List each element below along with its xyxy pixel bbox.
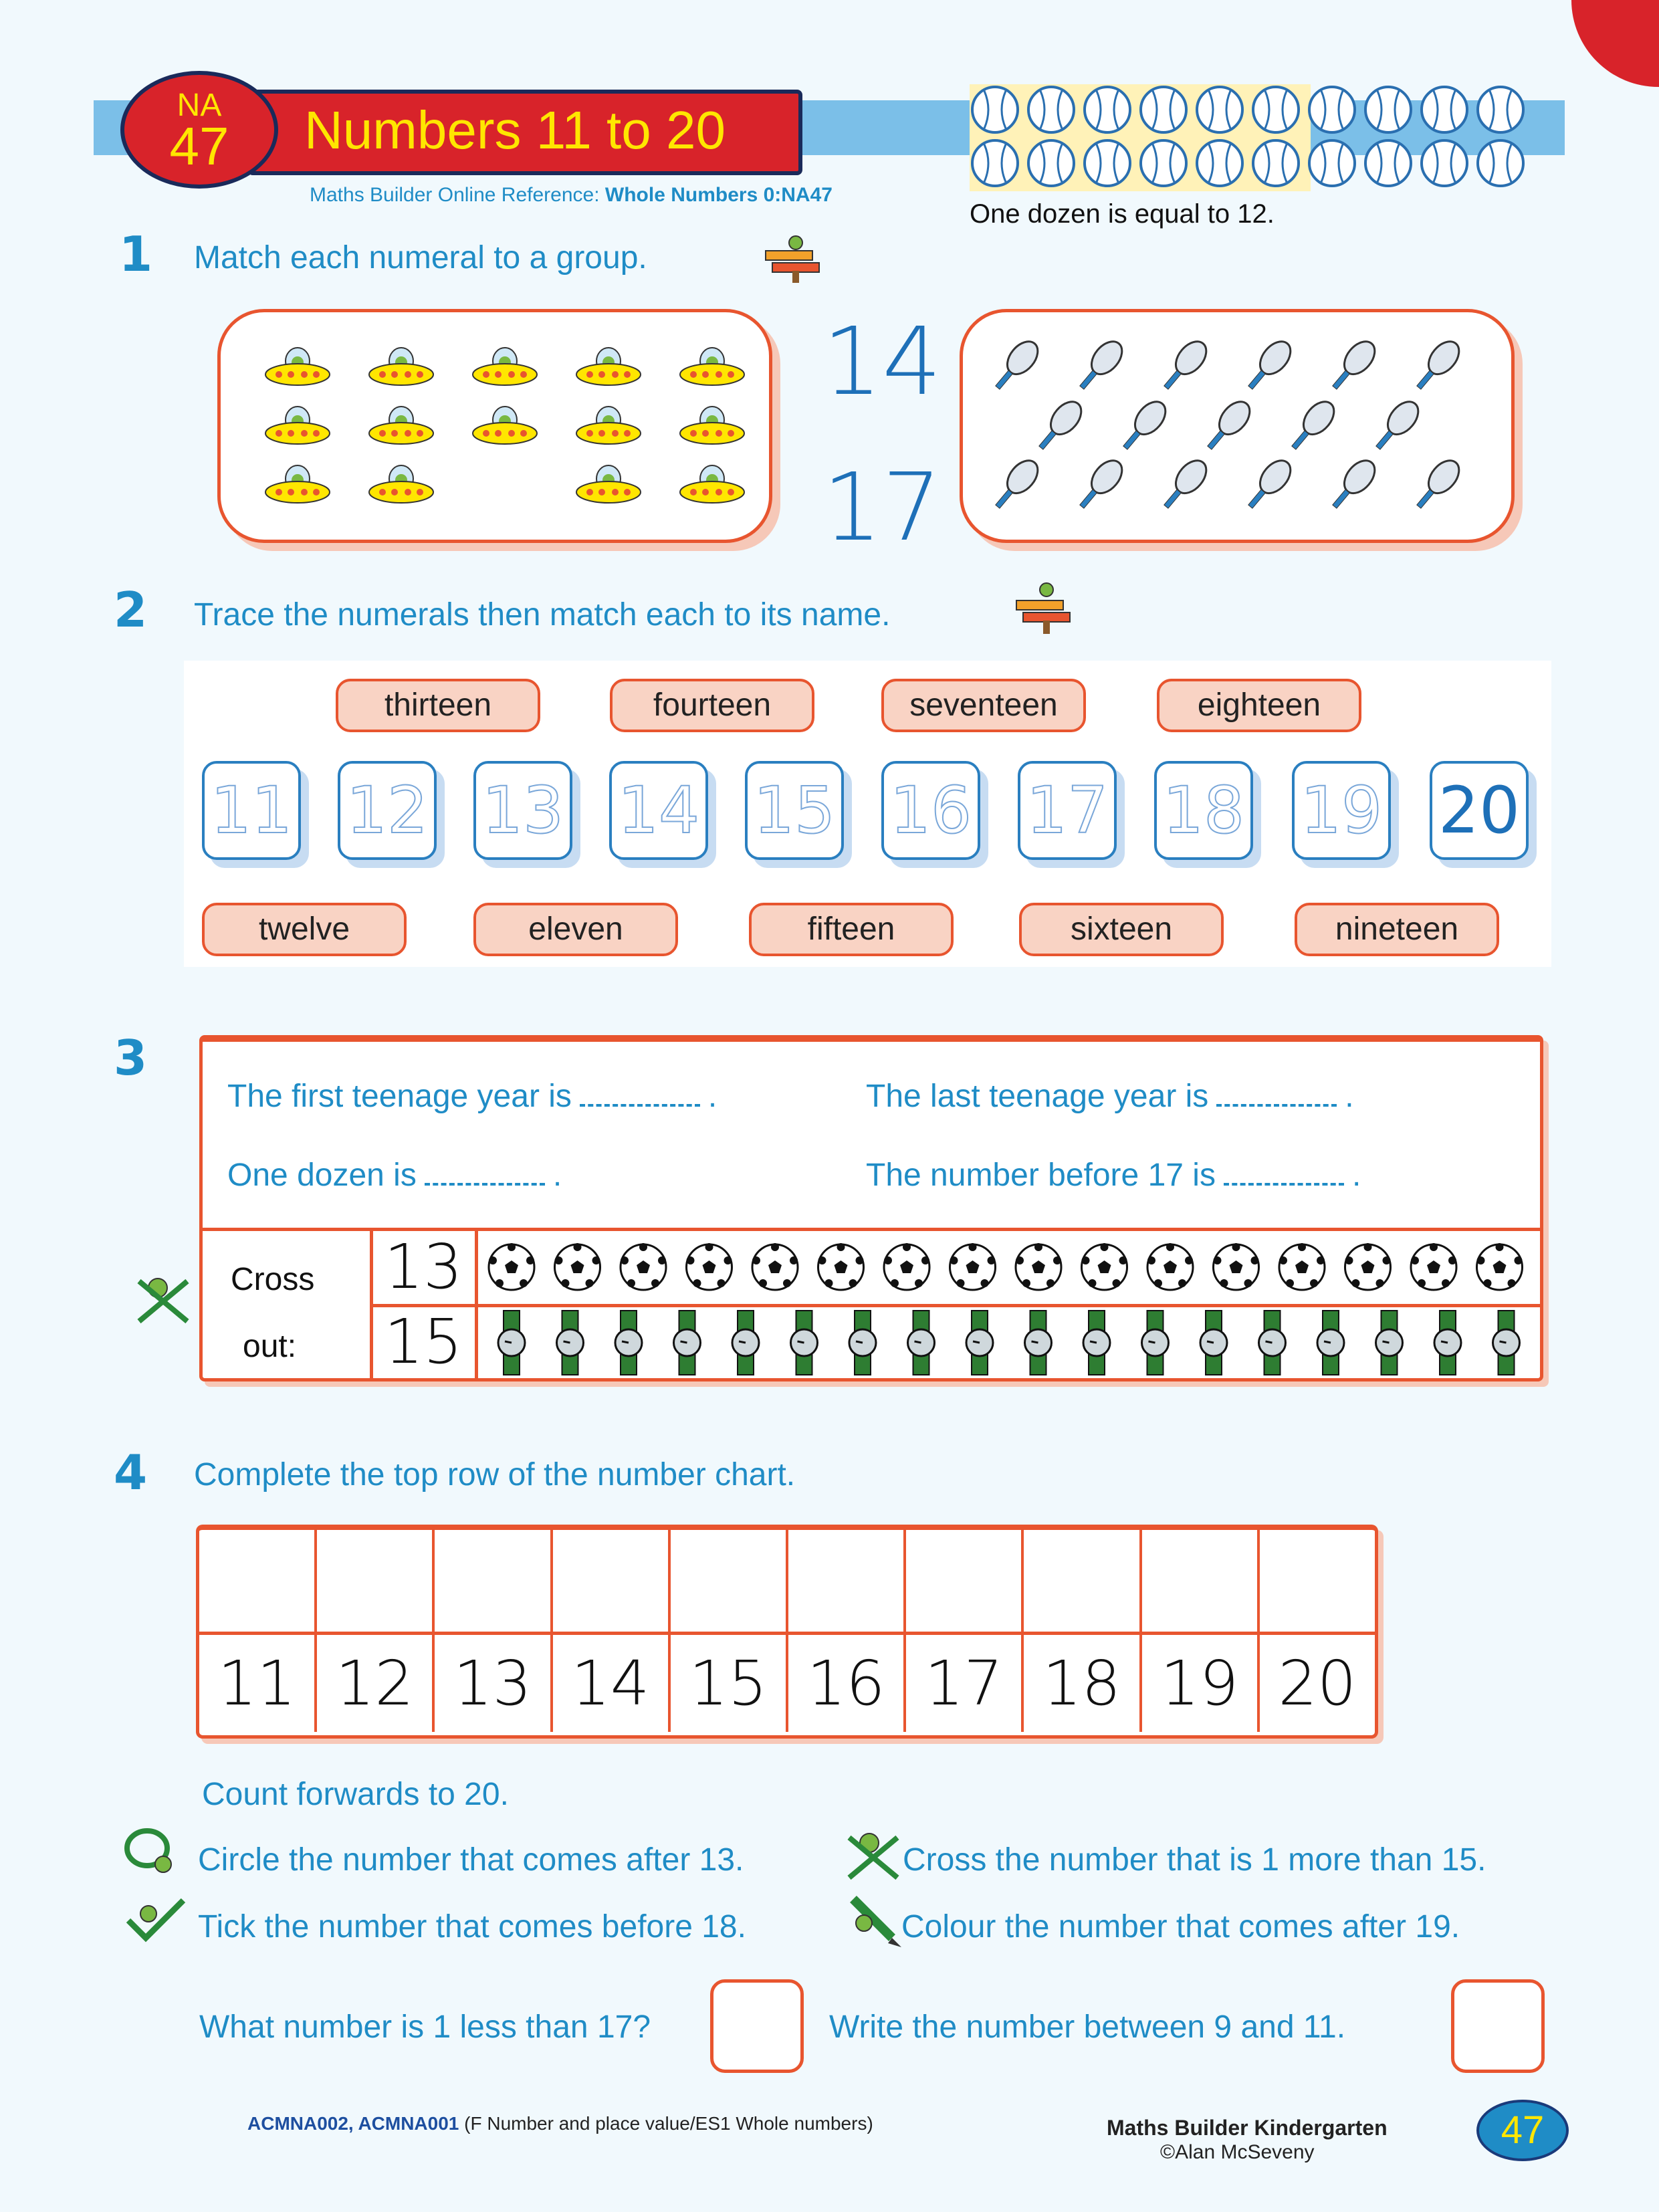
count-forwards-text: Count forwards to 20. [202,1777,509,1812]
watch-icon [966,1311,993,1375]
watch-icon [732,1311,759,1375]
tennis-racket-icon [1157,336,1212,395]
baseball-icon [1253,140,1299,186]
name-pill-fourteen[interactable]: fourteen [610,679,814,732]
tennis-racket-icon [1285,396,1340,455]
question-4-number: 4 [114,1444,148,1501]
name-pill-thirteen[interactable]: thirteen [336,679,540,732]
reference-label: Maths Builder Online Reference: [310,184,600,206]
chart-cell-14[interactable]: 14 [553,1635,671,1732]
number-chart-top-row [199,1530,1375,1632]
trace-numeral: 14 [617,773,700,848]
cross-label-line2: out: [243,1329,297,1364]
watch-icon [791,1311,818,1375]
cross-row1-number: 13 [384,1231,463,1303]
watch-icon [1317,1311,1344,1375]
baseball-icon [1309,87,1355,132]
trace-numeral: 13 [481,773,564,848]
ufo-icon [576,348,641,385]
ufo-icon [265,348,330,385]
baseball-icon [1478,140,1523,186]
page-title: Numbers 11 to 20 [304,100,726,160]
trace-box-15[interactable] [745,761,844,860]
ufo-icon [265,465,330,503]
tennis-racket-icon [1032,396,1087,455]
chart-cell-15[interactable]: 15 [671,1635,788,1732]
ufo-icon [680,407,744,444]
baseball-grid [970,84,1545,191]
tennis-racket-icon [1325,455,1381,514]
page-number: 47 [1501,2108,1545,2152]
tennis-racket-icon [988,455,1044,514]
signpost-icon-2 [1010,576,1077,637]
watch-icon [1259,1311,1286,1375]
tennis-racket-icon [1410,336,1465,395]
cross-out-label [231,1246,314,1380]
chart-empty-cell-2[interactable] [317,1530,435,1632]
soccer-ball-icon [1082,1243,1127,1290]
soccer-ball-icon [1016,1243,1061,1290]
answer-blank-first-teen[interactable] [580,1080,700,1107]
ufo-icon [265,407,330,444]
cross-label-line1: Cross [231,1262,315,1297]
curriculum-codes [247,2113,873,2134]
tennis-racket-icon [1200,396,1256,455]
name-pill-eighteen[interactable]: eighteen [1157,679,1361,732]
soccer-ball-icon [884,1243,929,1290]
ufo-icon [576,465,641,503]
tennis-racket-icon [1241,336,1297,395]
watch-icon [615,1311,642,1375]
cross-icon [844,1823,904,1883]
between-question: Write the number between 9 and 11. [829,2009,1346,2045]
watch-icon [1083,1311,1110,1375]
trace-numeral: 19 [1300,773,1383,848]
cross-instruction: Cross the number that is 1 more than 15. [903,1842,1486,1878]
chart-empty-cell-5[interactable] [671,1530,788,1632]
soccer-ball-icon [1147,1243,1193,1290]
baseball-icon [1141,140,1186,186]
trace-box-18[interactable] [1154,761,1253,860]
soccer-ball-icon [1345,1243,1391,1290]
chart-empty-cell-9[interactable] [1142,1530,1260,1632]
sentence-last-teen-text: The last teenage year is [866,1079,1209,1114]
ufo-icon [369,407,433,444]
baseball-icon [1085,87,1130,132]
chart-empty-cell-3[interactable] [435,1530,552,1632]
tennis-racket-icon [1073,336,1128,395]
curriculum-code-desc: (F Number and place value/ES1 Whole numbers) [459,2113,873,2134]
name-pill-sixteen[interactable]: sixteen [1019,903,1224,956]
circle-icon [122,1826,189,1879]
chart-cell-18[interactable]: 18 [1024,1635,1141,1732]
tennis-racket-icon [988,336,1044,395]
baseball-icon [1085,140,1130,186]
less-question: What number is 1 less than 17? [199,2009,651,2045]
circle-instruction: Circle the number that comes after 13. [198,1842,744,1878]
chart-cell-19[interactable]: 19 [1142,1635,1260,1732]
ufo-icon [473,407,537,444]
ufo-icon [680,348,744,385]
sentence-dozen-text: One dozen is [227,1157,417,1193]
soccer-ball-icon [818,1243,864,1290]
trace-numeral: 15 [753,773,836,848]
ufo-icon [473,348,537,385]
trace-box-14[interactable] [609,761,708,860]
trace-box-11[interactable] [202,761,301,860]
answer-box-between[interactable] [1451,1979,1545,2073]
watch-icon [674,1311,701,1375]
soccer-ball-icon [621,1243,666,1290]
tennis-racket-icon [1410,455,1465,514]
baseball-icon [972,140,1018,186]
numeral-14: 14 [822,308,942,417]
code-number: 47 [169,116,229,176]
ufo-icon [369,348,433,385]
trace-numeral: 17 [1026,773,1109,848]
baseball-icon [972,87,1018,132]
tennis-racket-icon [1157,455,1212,514]
tennis-racket-icon [1241,455,1297,514]
page-number-badge [1476,2100,1569,2161]
reference-value: Whole Numbers 0:NA47 [604,184,833,206]
ufo-icon [680,465,744,503]
watch-icon [908,1311,935,1375]
tick-instruction: Tick the number that comes before 18. [198,1909,746,1945]
chart-empty-cell-10[interactable] [1260,1530,1375,1632]
sentence-last-teen: The last teenage year is . [866,1079,1354,1114]
question-1-number: 1 [119,226,153,282]
baseball-icon [1253,87,1299,132]
trace-box-16[interactable] [881,761,980,860]
soccer-ball-icon [489,1243,534,1290]
soccer-ball-icon [752,1243,798,1290]
answer-box-less[interactable] [710,1979,804,2073]
watch-icon [849,1311,876,1375]
ufo-icon [576,407,641,444]
trace-numeral: 12 [346,773,429,848]
question-4-instruction: Complete the top row of the number chart. [194,1457,796,1492]
trace-box-12[interactable] [338,761,437,860]
chart-empty-cell-4[interactable] [553,1530,671,1632]
curriculum-code-ids: ACMNA002, ACMNA001 [247,2113,459,2134]
baseball-icon [1309,140,1355,186]
watch-icon [1025,1311,1052,1375]
baseball-icon [1197,87,1242,132]
trace-numeral: 18 [1162,773,1245,848]
chart-empty-cell-1[interactable] [199,1530,317,1632]
soccer-ball-icon [555,1243,600,1290]
watch-icon [1434,1311,1461,1375]
baseball-icon [1422,140,1467,186]
soccer-ball-icon [1411,1243,1456,1290]
answer-blank-before-17[interactable] [1224,1159,1344,1186]
baseball-icon [1028,140,1074,186]
corner-decoration [1571,0,1659,87]
reference-line [310,184,833,207]
name-pill-fifteen[interactable]: fifteen [749,903,954,956]
baseball-icon [1365,87,1411,132]
trace-box-20[interactable] [1430,761,1529,860]
dozen-caption: One dozen is equal to 12. [970,199,1275,229]
racket-group [960,309,1515,543]
question-3-number: 3 [114,1030,148,1086]
soccer-ball-icon [1214,1243,1259,1290]
baseball-icon [1197,140,1242,186]
watch-icon [1493,1311,1520,1375]
chart-empty-cell-7[interactable] [906,1530,1024,1632]
baseball-icon [1478,87,1523,132]
question-1-instruction: Match each numeral to a group. [194,240,647,275]
tennis-racket-icon [1369,396,1424,455]
trace-box-19[interactable] [1292,761,1391,860]
soccer-ball-icon [1279,1243,1325,1290]
chart-cell-12[interactable]: 12 [317,1635,435,1732]
watch-icon [1376,1311,1403,1375]
ufo-group [217,309,772,543]
code-prefix: NA [177,88,222,123]
book-title: Maths Builder Kindergarten [1107,2116,1388,2140]
code-badge [120,71,278,189]
soccer-ball-icon [950,1243,996,1290]
soccer-ball-icon [1477,1243,1523,1290]
watch-icon [498,1311,525,1375]
chart-cell-11[interactable]: 11 [199,1635,317,1732]
baseball-icon [1141,87,1186,132]
tennis-racket-icon [1073,455,1128,514]
tick-icon [122,1894,189,1947]
copyright: ©Alan McSeveny [1160,2141,1315,2163]
sentence-before-17-text: The number before 17 is [866,1157,1216,1193]
signpost-icon [759,231,826,284]
tennis-racket-icon [1116,396,1172,455]
chart-cell-20[interactable]: 20 [1278,1648,1357,1719]
soccer-ball-icon [687,1243,732,1290]
chart-cell-17[interactable]: 17 [906,1635,1024,1732]
name-pill-twelve[interactable]: twelve [202,903,407,956]
baseball-icon [1422,87,1467,132]
soccer-ball-row [478,1230,1541,1304]
question-2-instruction: Trace the numerals then match each to its name. [194,597,891,633]
colour-instruction: Colour the number that comes after 19. [901,1909,1460,1945]
answer-blank-last-teen[interactable] [1216,1080,1337,1107]
trace-numeral: 20 [1438,773,1521,848]
chart-cell-13[interactable]: 13 [435,1635,552,1732]
number-chart-bottom-row [199,1635,1375,1732]
chart-empty-cell-6[interactable] [788,1530,906,1632]
trace-numeral: 16 [889,773,972,848]
cross-row2-number: 15 [384,1306,463,1377]
sentence-before-17: The number before 17 is . [866,1157,1361,1193]
name-pill-seventeen[interactable]: seventeen [881,679,1086,732]
chart-empty-cell-8[interactable] [1024,1530,1141,1632]
baseball-icon [1365,140,1411,186]
cross-out-icon [134,1268,194,1328]
sentence-first-teen-text: The first teenage year is [227,1079,572,1114]
trace-box-13[interactable] [473,761,572,860]
trace-box-17[interactable] [1018,761,1117,860]
watch-row [478,1307,1541,1378]
answer-blank-dozen[interactable] [425,1159,545,1186]
numeral-17: 17 [822,453,942,562]
name-pill-nineteen[interactable]: nineteen [1295,903,1499,956]
name-pill-eleven[interactable]: eleven [473,903,678,956]
colour-pencil-icon [844,1890,904,1950]
watch-icon [1200,1311,1227,1375]
sentence-dozen: One dozen is . [227,1157,562,1193]
tennis-racket-icon [1325,336,1381,395]
ufo-icon [369,465,433,503]
sentence-first-teen: The first teenage year is . [227,1079,717,1114]
question-2-number: 2 [114,582,148,638]
baseball-icon [1028,87,1074,132]
chart-cell-16[interactable]: 16 [788,1635,906,1732]
watch-icon [1142,1311,1169,1375]
watch-icon [557,1311,584,1375]
trace-numeral: 11 [210,773,293,848]
